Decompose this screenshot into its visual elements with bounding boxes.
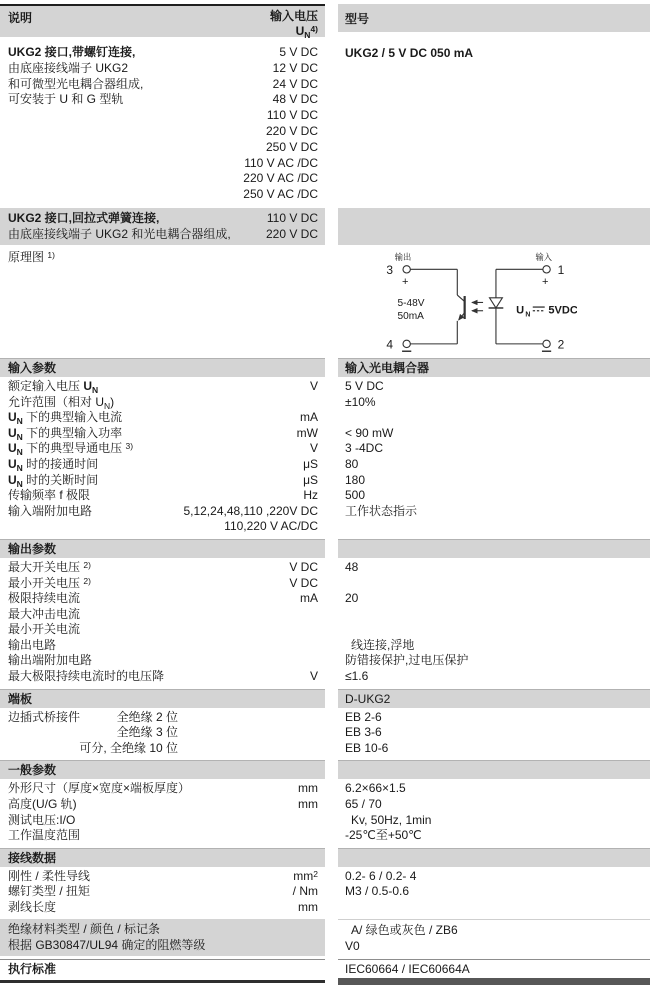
bottom-rule-left xyxy=(0,980,325,983)
param-value: EB 10-6 xyxy=(345,740,389,755)
param-unit: 110,220 V AC/DC xyxy=(224,519,318,534)
param-mid: 全绝缘 2 位 xyxy=(116,709,178,724)
param-row xyxy=(0,426,650,442)
param-row xyxy=(0,741,650,757)
param-row xyxy=(0,622,650,638)
param-label: 传输频率 f 极限 xyxy=(8,488,91,503)
param-row xyxy=(0,395,650,411)
param-unit: / Nm xyxy=(292,884,318,899)
param-row xyxy=(0,797,650,813)
param-label: 刚性 / 柔性导线 xyxy=(8,868,91,883)
light-arrows-icon xyxy=(472,302,483,310)
standards-value: IEC60664 / IEC60664A xyxy=(338,959,650,977)
param-value: 0.2- 6 / 0.2- 4 xyxy=(345,868,417,883)
param-value: 3 -4DC xyxy=(345,441,384,456)
param-label: 高度(U/G 轨) xyxy=(8,797,77,812)
plus-sign: + xyxy=(541,275,549,288)
param-value: 180 xyxy=(345,472,366,487)
param-value: 48 xyxy=(345,559,359,574)
circuit-diagram xyxy=(379,250,577,354)
section-header-input xyxy=(0,354,650,379)
param-value: 6.2×66×1.5 xyxy=(345,781,406,796)
param-unit: mm xyxy=(298,797,318,812)
terminal-1-label: 1 xyxy=(557,262,565,277)
section-right-title xyxy=(338,539,650,558)
param-row xyxy=(0,869,650,885)
param-unit: V xyxy=(309,441,318,456)
param-unit: V DC xyxy=(289,559,318,574)
param-label: $U_N$ 时的接通时间 xyxy=(8,456,99,473)
param-label: 输入端附加电路 xyxy=(8,503,93,518)
voltage-item: 250 V DC xyxy=(265,139,318,154)
param-row xyxy=(0,813,650,829)
param-value: 5 V DC xyxy=(345,378,384,393)
param-label: $U_N$ 时的关断时间 xyxy=(8,472,99,489)
voltage-item: 48 V DC xyxy=(272,92,318,107)
param-row xyxy=(0,638,650,654)
param-label: 工作温度范围 xyxy=(8,828,81,843)
section-title: 一般参数 xyxy=(0,760,325,779)
un-subscript: N xyxy=(525,311,531,319)
param-label: 最大极限持续电流时的电压降 xyxy=(8,669,165,684)
param-label: 最大冲击电流 xyxy=(8,606,81,621)
section-right-title: D-UKG2 xyxy=(338,689,650,708)
voltage-item: 12 V DC xyxy=(272,60,318,75)
header-band-model xyxy=(338,4,650,32)
param-label: $U_N$ 下的典型导通电压 $^{3)}$ xyxy=(8,441,134,458)
bottom-rule xyxy=(0,977,650,985)
insulation-block xyxy=(0,919,650,956)
param-row xyxy=(0,710,650,726)
param-label: 根据 GB30847/UL94 确定的阻燃等级 xyxy=(8,937,206,952)
section-title: 输出参数 xyxy=(0,539,325,558)
section-header-general xyxy=(0,756,650,781)
param-value: 65 / 70 xyxy=(345,797,382,812)
column-header-description: 说明 xyxy=(8,11,33,25)
param-value: EB 2-6 xyxy=(345,709,382,724)
param-label: $U_N$ 下的典型输入电流 xyxy=(8,410,123,427)
param-row xyxy=(0,828,650,844)
param-label: 螺钉类型 / 扭矩 xyxy=(8,884,91,899)
un-value: 5VDC xyxy=(548,304,577,317)
variant-description: UKG2 接口,带螺钉连接, 由底座接线端子 UKG2 和可微型光电耦合器组成, 可安装于 U 和 G 型轨 xyxy=(8,45,144,107)
param-value: M3 / 0.5-0.6 xyxy=(345,884,410,899)
terminal-4-circle xyxy=(403,340,410,347)
param-unit: μS xyxy=(303,456,318,471)
param-row xyxy=(0,488,650,504)
section-title: 输入参数 xyxy=(0,358,325,377)
voltage-item: 220 V DC xyxy=(265,123,318,138)
column-header-model: 型号 xyxy=(345,11,370,26)
param-unit: mm xyxy=(298,900,318,914)
param-row xyxy=(0,504,650,520)
param-unit: mm xyxy=(298,781,318,796)
param-value: 线连接,浮地 xyxy=(351,637,415,652)
param-value: < 90 mW xyxy=(345,425,394,440)
param-label: $U_N$ 下的典型输入功率 xyxy=(8,425,123,442)
param-row xyxy=(0,560,650,576)
param-value: A/ 绿色或灰色 / ZB6 xyxy=(351,922,458,937)
variant-screw-row xyxy=(0,45,650,203)
standards-row xyxy=(0,959,650,977)
param-row xyxy=(0,379,650,395)
param-value: EB 3-6 xyxy=(345,725,382,740)
variant-spring-row xyxy=(0,208,650,245)
terminal-3-label: 3 xyxy=(386,262,394,277)
section-title: 端板 xyxy=(0,689,325,708)
model-number: UKG2 / 5 V DC 050 mA xyxy=(345,46,474,60)
voltage-item: 110 V AC /DC xyxy=(244,155,318,170)
param-row xyxy=(0,607,650,623)
schematic-label: 原理图 $^{1)}$ xyxy=(8,249,55,264)
output-label: 输出 xyxy=(394,253,412,263)
input-label: 输入 xyxy=(535,253,553,263)
param-unit: Hz xyxy=(303,488,318,503)
schematic-row xyxy=(0,248,650,354)
voltage-item: 220 V AC /DC xyxy=(243,171,318,186)
param-row xyxy=(0,457,650,473)
param-label: 输出端附加电路 xyxy=(8,653,93,668)
param-value: ≤1.6 xyxy=(345,669,369,684)
param-label: 最小开关电压 $^{2)}$ xyxy=(8,575,91,590)
param-value: V0 xyxy=(345,938,360,953)
voltage-list xyxy=(243,45,318,203)
param-unit: μS xyxy=(303,472,318,487)
param-label: 绝缘材料类型 / 颜色 / 标记条 xyxy=(8,921,161,936)
param-label: 最小开关电流 xyxy=(8,622,81,637)
spring-line: UKG2 接口,回拉式弹簧连接, 110 V DC xyxy=(8,210,318,225)
param-row xyxy=(0,669,650,685)
section-header-wiring xyxy=(0,844,650,869)
column-header-input-voltage: 输入电压 $U_N^{4)}$ xyxy=(269,9,318,40)
param-value: Kv, 50Hz, 1min xyxy=(351,812,432,827)
section-right-title: 输入光电耦合器 xyxy=(338,358,650,377)
param-unit: V xyxy=(309,669,318,684)
param-value: 防错接保护,过电压保护 xyxy=(345,653,469,668)
param-label: 测试电压:I/O xyxy=(8,812,76,827)
dc-symbol-icon xyxy=(533,307,545,311)
param-unit: mA xyxy=(300,591,318,606)
section-header-output xyxy=(0,535,650,560)
voltage-item: 24 V DC xyxy=(272,76,318,91)
voltage-item: 250 V AC /DC xyxy=(243,187,318,202)
terminal-1-circle xyxy=(543,266,550,273)
param-unit: mA xyxy=(300,410,318,425)
param-row xyxy=(0,441,650,457)
section-header-endplate xyxy=(0,685,650,710)
param-value: 20 xyxy=(345,591,359,606)
param-row xyxy=(0,653,650,669)
param-label: 剥线长度 xyxy=(8,900,57,914)
bottom-rule-right xyxy=(338,978,650,985)
param-row xyxy=(0,781,650,797)
param-row xyxy=(0,725,650,741)
spring-line: 由底座接线端子 UKG2 和光电耦合器组成, 220 V DC xyxy=(8,227,318,242)
param-label: 额定输入电压 $U_N$ xyxy=(8,378,99,395)
param-unit: $mm^2$ xyxy=(293,868,318,883)
param-row xyxy=(0,519,650,535)
param-value: 500 xyxy=(345,488,366,503)
param-row xyxy=(0,884,650,900)
param-value: 工作状态指示 xyxy=(345,503,418,518)
voltage-item: 110 V DC xyxy=(266,108,318,123)
param-label: 边插式桥接件 xyxy=(8,709,81,724)
param-row xyxy=(0,591,650,607)
param-row xyxy=(0,410,650,426)
param-label: 允许范围（相对 $U_N$) xyxy=(8,394,115,411)
un-symbol: U xyxy=(516,304,525,317)
terminal-4-label: 4 xyxy=(386,337,394,352)
param-unit: V DC xyxy=(289,575,318,590)
plus-sign: + xyxy=(402,275,409,288)
section-right-title xyxy=(338,848,650,867)
terminal-3-circle xyxy=(403,266,410,273)
spring-band-right xyxy=(338,208,650,245)
led-icon xyxy=(489,298,504,308)
voltage-item: 5 V DC xyxy=(279,45,318,59)
section-title: 接线数据 xyxy=(0,848,325,867)
param-value: ±10% xyxy=(345,394,376,409)
param-row xyxy=(0,576,650,592)
param-row xyxy=(0,900,650,916)
param-row xyxy=(0,473,650,489)
param-mid: 可分, 全绝缘 10 位 xyxy=(79,740,178,755)
current-rating: 50mA xyxy=(397,310,424,322)
section-right-title xyxy=(338,760,650,779)
header-band-left xyxy=(0,4,325,40)
param-value: -25℃至+50℃ xyxy=(345,828,422,843)
param-label: 输出电路 xyxy=(8,637,57,652)
param-unit: 5,12,24,48,110 ,220V DC xyxy=(183,503,318,518)
voltage-range: 5-48V xyxy=(397,298,425,310)
standards-label: 执行标准 xyxy=(0,959,325,977)
param-unit: V xyxy=(309,378,318,393)
table-header xyxy=(0,4,650,40)
param-value: 80 xyxy=(345,456,359,471)
terminal-2-label: 2 xyxy=(557,337,565,352)
terminal-2-circle xyxy=(543,340,550,347)
param-label: 外形尺寸（厚度×宽度×端板厚度） xyxy=(8,781,191,796)
param-unit: mW xyxy=(296,425,318,440)
param-mid: 全绝缘 3 位 xyxy=(116,725,178,740)
param-label: 极限持续电流 xyxy=(8,591,81,606)
param-label: 最大开关电压 $^{2)}$ xyxy=(8,559,91,574)
